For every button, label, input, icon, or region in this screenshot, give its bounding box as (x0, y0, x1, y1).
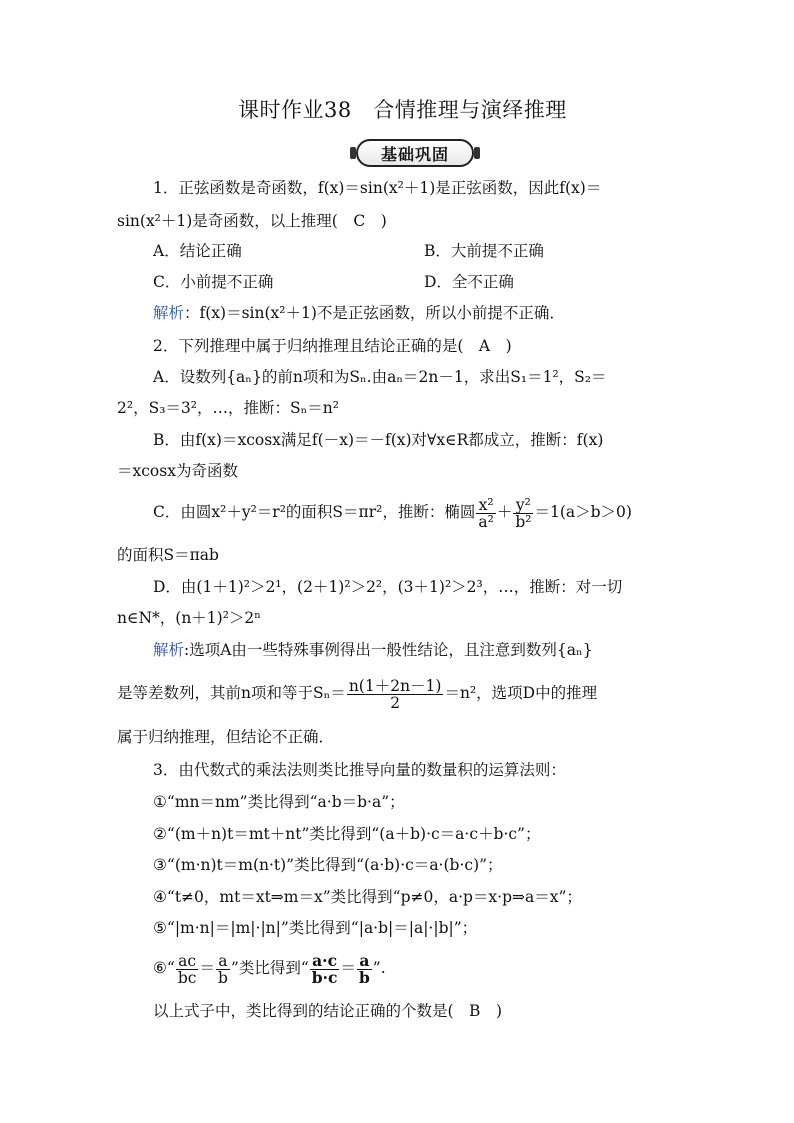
q3-item-1: ①“mn＝nm”类比得到“a·b＝b·a”； (153, 793, 405, 811)
fraction-numerator: x² (476, 497, 495, 514)
page-title: 课时作业38 合情推理与演绎推理 (238, 98, 567, 122)
q1-option-d: D．全不正确 (424, 273, 514, 291)
q3-item6-text: ”类比得到“ (230, 959, 309, 977)
fraction (310, 950, 340, 987)
q1-stem-line2: sin(x²＋1)是奇函数，以上推理( C ) (117, 212, 387, 230)
q3-item-4: ④“t≠0，mt＝xt⇒m＝x”类比得到“p≠0，a·p＝x·p⇒a＝x”； (153, 888, 582, 906)
q2-option-b-line2: ＝xcosx为奇函数 (117, 462, 238, 480)
equals-sign: ＝ (340, 959, 356, 977)
fraction-numerator: a (357, 953, 372, 970)
q2-analysis-line2 (117, 673, 597, 713)
q1-stem-line1: 1．正弦函数是奇函数，f(x)＝sin(x²＋1)是正弦函数，因此f(x)＝ (153, 179, 602, 197)
fraction-numerator: y² (513, 497, 533, 514)
q1-option-a: A．结论正确 (153, 242, 242, 260)
q2-option-a-line2: 2²，S₃＝3²，…，推断：Sₙ＝n² (117, 399, 340, 417)
q2-option-a-line1: A．设数列{aₙ}的前n项和为Sₙ.由aₙ＝2n－1，求出S₁＝1²，S₂＝ (153, 368, 607, 386)
q2-analysis-text: :选项A由一些特殊事例得出一般性结论，且注意到数列{aₙ} (184, 641, 593, 659)
q1-option-c: C．小前提不正确 (153, 273, 274, 291)
fraction-numerator: n(1＋2n－1) (348, 676, 442, 695)
fraction (347, 678, 444, 711)
fraction (357, 950, 372, 987)
q1-analysis-text: ：f(x)＝sin(x²＋1)不是正弦函数，所以小前提不正确． (184, 304, 565, 322)
q3-stem: 3．由代数式的乘法法则类比推导向量的数量积的运算法则： (153, 761, 566, 779)
q3-item-5: ⑤“|m·n|＝|m|·|n|”类比得到“|a·b|＝|a|·|b|”； (153, 919, 478, 937)
equals-sign: ＝ (199, 959, 215, 977)
q3-item-3: ③“(m·n)t＝m(n·t)”类比得到“(a·b)·c＝a·(b·c)”； (153, 856, 503, 874)
fraction-numerator: a (216, 953, 230, 970)
q1-option-b: B．大前提不正确 (424, 242, 544, 260)
fraction-denominator: b·c (311, 967, 338, 987)
q2-option-d-line2: n∈N*，(n＋1)²＞2ⁿ (117, 609, 261, 627)
fraction (476, 497, 495, 530)
fraction (513, 497, 533, 530)
q3-item-6 (153, 948, 386, 988)
fraction-numerator: ac (176, 953, 199, 970)
analysis-label: 解析 (153, 304, 185, 322)
fraction-denominator: b (358, 967, 370, 987)
analysis-label: 解析 (153, 641, 185, 659)
fraction (216, 953, 230, 986)
q2-option-c-line1 (153, 494, 632, 530)
plus-sign: ＋ (496, 503, 513, 521)
q2-option-b-line1: B．由f(x)＝xcosx满足f(－x)＝－f(x)对∀x∈R都成立，推断：f(x) (153, 431, 604, 449)
q2-option-c-line2: 的面积S＝πab (117, 546, 219, 564)
q2-c-text: C．由圆x²＋y²＝r²的面积S＝πr²，推断：椭圆 (153, 503, 476, 521)
q2-analysis-line1 (153, 640, 593, 660)
q3-conclusion: 以上式子中，类比得到的结论正确的个数是( B ) (153, 1002, 502, 1020)
q2-analysis-text: 是等差数列，其前n项和等于Sₙ＝ (117, 684, 346, 702)
section-badge: 基础巩固 (356, 139, 474, 167)
q3-item-2: ②“(m＋n)t＝mt＋nt”类比得到“(a＋b)·c＝a·c＋b·c”； (153, 825, 541, 843)
fraction (176, 953, 199, 986)
fraction-denominator: 2 (390, 693, 401, 712)
q2-option-d-line1: D．由(1＋1)²＞2¹，(2＋1)²＞2²，(3＋1)²＞2³，…，推断：对一切 (153, 578, 623, 596)
q2-analysis-text: ＝n²，选项D中的推理 (444, 684, 598, 702)
fraction-denominator: b² (515, 512, 532, 531)
fraction-denominator: bc (177, 968, 197, 987)
q3-item6-text: ”. (372, 959, 386, 977)
fraction-denominator: b (217, 968, 228, 987)
fraction-numerator: a·c (310, 953, 340, 970)
q2-c-text-end: ＝1(a＞b＞0) (534, 503, 632, 521)
q3-item6-text: ⑥“ (153, 959, 175, 977)
q2-stem: 2．下列推理中属于归纳推理且结论正确的是( A ) (153, 337, 512, 355)
q2-analysis-line3: 属于归纳推理，但结论不正确． (117, 728, 335, 746)
q1-analysis (153, 303, 565, 323)
fraction-denominator: a² (478, 512, 494, 531)
